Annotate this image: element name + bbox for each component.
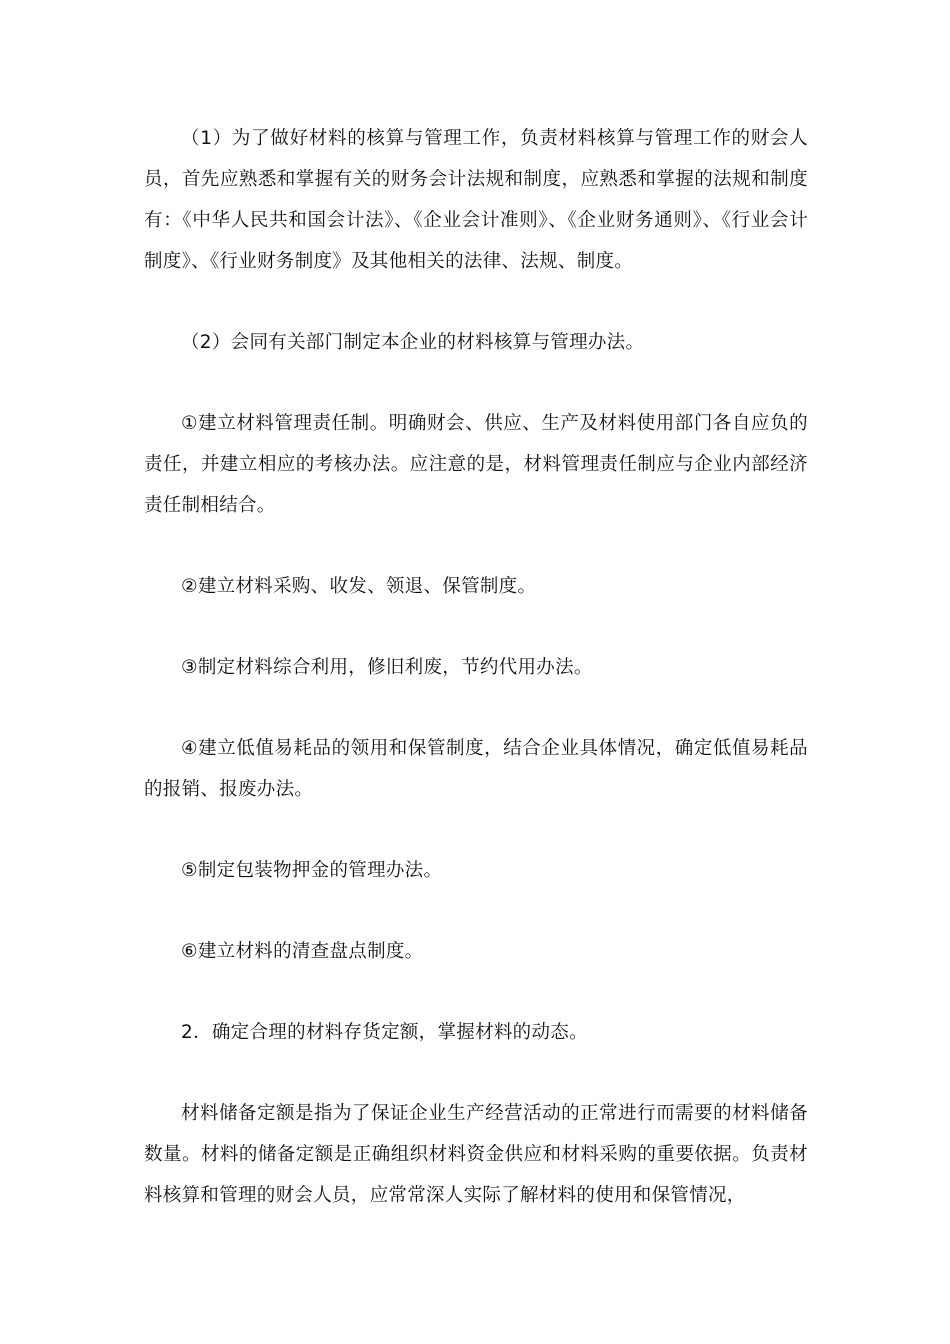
paragraph-2: （2）会同有关部门制定本企业的材料核算与管理办法。 — [181, 332, 645, 353]
paragraph-4: ②建立材料采购、收发、领退、保管制度。 — [181, 576, 537, 597]
paragraph-3: ①建立材料管理责任制。明确财会、供应、生产及材料使用部门各自应负的责任，并建立相应的考核办法。应注意的是，材料管理责任制应与企业内部经济责任制相结合。 — [144, 413, 808, 516]
paragraph-10: 材料储备定额是指为了保证企业生产经营活动的正常进行而需要的材料储备数量。材料的储备定额是正确组织材料资金供应和材料采购的重要依据。负责材料核算和管理的财会人员，应常常深人实际了解材料的使用和保管情况， — [144, 1103, 808, 1206]
paragraph-9: 2．确定合理的材料存货定额，掌握材料的动态。 — [181, 1022, 588, 1043]
document-body — [144, 118, 808, 1216]
paragraph-7: ⑤制定包装物押金的管理办法。 — [181, 860, 443, 881]
paragraph-1: （1）为了做好材料的核算与管理工作，负责材料核算与管理工作的财会人员，首先应熟悉和掌握有关的财务会计法规和制度，应熟悉和掌握的法规和制度有：《中华人民共和国会计法》、《企业会计准则》、《企业财务通则》、《行业会计制度》、《行业财务制度》及其他相关的法律、法规、制度。 — [144, 128, 808, 272]
paragraph-6: ④建立低值易耗品的领用和保管制度，结合企业具体情况，确定低值易耗品的报销、报废办法。 — [144, 738, 808, 800]
paragraph-8: ⑥建立材料的清查盘点制度。 — [181, 941, 424, 962]
paragraph-5: ③制定材料综合利用，修旧利废，节约代用办法。 — [181, 657, 593, 678]
